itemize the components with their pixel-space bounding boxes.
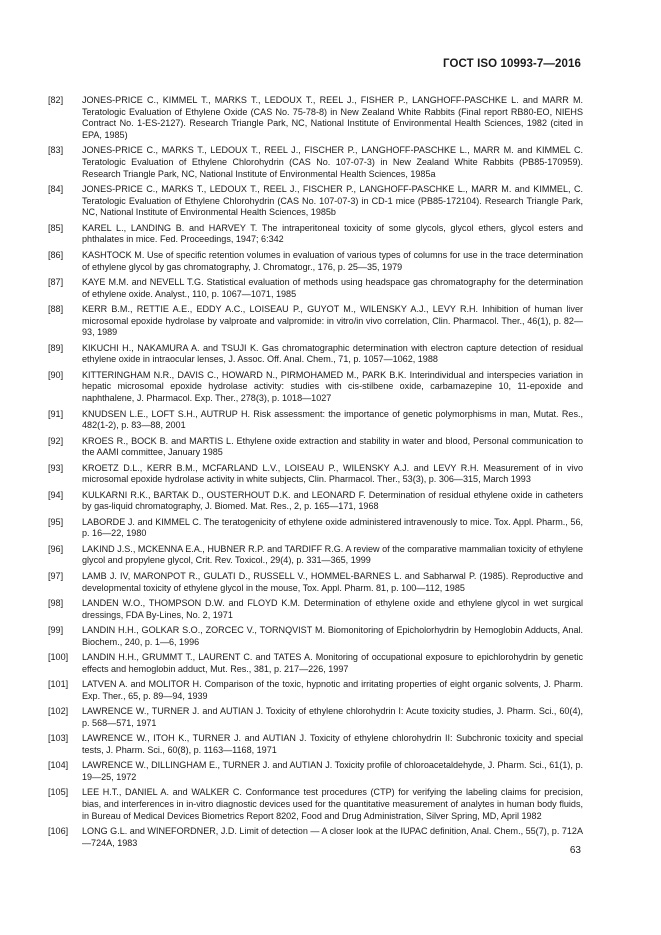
reference-number: [97] (48, 570, 64, 581)
reference-item (48, 409, 583, 432)
reference-item (48, 679, 583, 702)
reference-item (48, 652, 583, 675)
reference-number: [91] (48, 408, 64, 419)
reference-text: KAYE M.M. and NEVELL T.G. Statistical evaluation of methods using headspace gas chromatography for the determination of ethylene oxide. Analyst., 110, p. 1067—1071, 1985 (82, 276, 583, 299)
reference-text: KERR B.M., RETTIE A.E., EDDY A.C., LOISEAU P., GUYOT M., WILENSKY A.J., LEVY R.H. Inhibition of human liver microsomal epoxide hydrolase by valproate and valpromide: in vitro/in vivo correlation, Clin. Pharmacol. Ther., 46(1), p. 82—93, 1989 (82, 304, 583, 338)
reference-text: LANDEN W.O., THOMPSON D.W. and FLOYD K.M. Determination of ethylene oxide and ethylene glycol in wet surgical dressings, FDA By-Lines, No. 2, 1971 (82, 597, 583, 620)
reference-item (48, 571, 583, 594)
reference-text: LAKIND J.S., MCKENNA E.A., HUBNER R.P. and TARDIFF R.G. A review of the comparative mammalian toxicity of ethylene glycol and propylene glycol, Crit. Rev. Toxicol., 29(4), p. 331—365, 1999 (82, 543, 583, 566)
reference-item (48, 436, 583, 459)
reference-text: KIKUCHI H., NAKAMURA A. and TSUJI K. Gas chromatographic determination with electron capture detection of residual ethylene oxide in intraocular lenses, J. Assoc. Off. Anal. Chem., 71, p. 1057—1062, 1988 (82, 342, 583, 365)
reference-text: LAWRENCE W., TURNER J. and AUTIAN J. Toxicity of ethylene chlorohydrin I: Acute toxicity studies, J. Pharm. Sci., 60(4), p. 568—571, 1971 (82, 706, 583, 728)
reference-number: [87] (48, 276, 64, 287)
reference-text: KNUDSEN L.E., LOFT S.H., AUTRUP H. Risk assessment: the importance of genetic polymorphisms in man, Mutat. Res., 482(1-2), p. 83—88, 2001 (82, 408, 583, 431)
reference-number: [98] (48, 597, 64, 608)
reference-number: [104] (48, 760, 69, 771)
reference-text: JONES-PRICE C., MARKS T., LEDOUX T., REEL J., FISCHER P., LANGHOFF-PASCHKE L., MARR M. and KIMMEL, C. Teratologic Evaluation of Ethylene Chlorohydrin (CAS No. 107-07-3) in CD-1 mice (PB85-172104). Research Triangle Park, NC, National Institute of Environmental Health Sciences, 1985b (82, 184, 583, 218)
reference-item (48, 277, 583, 300)
reference-item (48, 706, 583, 729)
reference-text: LAWRENCE W., ITOH K., TURNER J. and AUTIAN J. Toxicity of ethylene chlorohydrin II: Subchronic toxicity and special tests, J. Pharm. Sci., 60(8), p. 1163—1168, 1971 (82, 733, 583, 755)
reference-number: [99] (48, 625, 64, 635)
reference-number: [94] (48, 489, 64, 500)
reference-number: [96] (48, 543, 64, 554)
reference-item (48, 463, 583, 486)
reference-item (48, 490, 583, 513)
reference-number: [85] (48, 222, 64, 233)
reference-number: [84] (48, 184, 64, 195)
reference-item (48, 145, 583, 180)
reference-list (48, 95, 583, 853)
reference-text: LABORDE J. and KIMMEL C. The teratogenicity of ethylene oxide administered intravenously to mice. Tox. Appl. Pharm., 56, p. 16—22, 1980 (82, 516, 583, 539)
reference-number: [106] (48, 826, 69, 837)
reference-text: LAWRENCE W., DILLINGHAM E., TURNER J. and AUTIAN J. Toxicity profile of chloroacetaldehyde, J. Pharm. Sci., 61(1), p. 19—25, 1972 (82, 760, 583, 782)
reference-text: KROETZ D.L., KERR B.M., MCFARLAND L.V., LOISEAU P., WILENSKY A.J. and LEVY R.H. Measurement of in vivo microsomal epoxide hydrolase activity in white subjects, Clin. Pharmacol. Ther., 53(3), p. 306—315, March 1993 (82, 462, 583, 485)
reference-text: LAMB J. IV, MARONPOT R., GULATI D., RUSSELL V., HOMMEL-BARNES L. and Sabharwal P. (1985). Reproductive and developmental toxicity of ethylene glycol in the mouse, Tox. Appl. Pharm. 81, p. 100—112, 1985 (82, 570, 583, 593)
reference-item (48, 733, 583, 756)
document-header: ГОСТ ISO 10993-7—2016 (443, 58, 581, 70)
reference-number: [100] (48, 652, 69, 663)
reference-item (48, 517, 583, 540)
reference-text: LEE H.T., DANIEL A. and WALKER C. Conformance test procedures (CTP) for verifying the labeling claims for precision, bias, and interferences in in-vitro diagnostic devices used for the quantitative measurement of analytes in human body fluids, in Bureau of Medical Devices Biometrics Report 8202, Food and Drug Administration, Silver Spring, MD, April 1982 (82, 787, 583, 821)
reference-item (48, 370, 583, 405)
reference-text: JONES-PRICE C., KIMMEL T., MARKS T., LEDOUX T., REEL J., FISHER P., LANGHOFF-PASCHKE L. and MARR M. Teratologic Evaluation of Ethylene Oxide (CAS No. 75-78-8) in New Zealand White Rabbits (Final report RB80-EO, NIEHS Contract No. 1-ES-2127). Research Triangle Park, NC, National Institute of Environmental Health Sciences, 1982 (cited in EPA, 1985) (82, 95, 583, 140)
reference-number: [88] (48, 304, 64, 314)
reference-item (48, 184, 583, 219)
reference-text: LANDIN H.H., GRUMMT T., LAURENT C. and TATES A. Monitoring of occupational exposure to epichlorohydrin by genetic effects and hemoglobin adduct, Mut. Res., 381, p. 217—226, 1997 (82, 652, 583, 674)
reference-number: [105] (48, 787, 69, 798)
reference-item (48, 760, 583, 783)
reference-item (48, 95, 583, 142)
reference-text: LONG G.L. and WINEFORDNER, J.D. Limit of detection — A closer look at the IUPAC definition, Anal. Chem., 55(7), p. 712A—724A, 1983 (82, 826, 583, 848)
reference-item (48, 826, 583, 849)
reference-item (48, 223, 583, 246)
reference-text: KULKARNI R.K., BARTAK D., OUSTERHOUT D.K. and LEONARD F. Determination of residual ethylene oxide in catheters by gas-liquid chromatography, J. Biomed. Mat. Res., 2, p. 165—171, 1968 (82, 489, 583, 512)
reference-text: JONES-PRICE C., MARKS T., LEDOUX T., REEL J., FISCHER P., LANGHOFF-PASCHKE L., MARR M. and KIMMEL C. Teratologic Evaluation of Ethylene Chlorohydrin (CAS No. 107-07-3) in New Zealand White Rabbits (PB85-170959). Research Triangle Park, NC, National Institute of Environmental Health Sciences, 1985a (82, 145, 583, 179)
reference-item (48, 544, 583, 567)
reference-number: [86] (48, 249, 64, 260)
reference-text: LATVEN A. and MOLITOR H. Comparison of the toxic, hypnotic and irritating properties of eight organic solvents, J. Pharm. Exp. Ther., 65, p. 89—94, 1939 (82, 679, 583, 701)
reference-text: KROES R., BOCK B. and MARTIS L. Ethylene oxide extraction and stability in water and blood, Personal communication to the AAMI committee, January 1985 (82, 435, 583, 458)
reference-text: KAREL L., LANDING B. and HARVEY T. The intraperitoneal toxicity of some glycols, glycol ethers, glycol esters and phthalates in mice. Fed. Proceedings, 1947; 6:342 (82, 222, 583, 245)
reference-number: [95] (48, 516, 64, 527)
reference-item (48, 343, 583, 366)
reference-number: [102] (48, 706, 69, 717)
reference-item (48, 304, 583, 339)
reference-item (48, 625, 583, 648)
reference-text: KASHTOCK M. Use of specific retention volumes in evaluation of various types of columns for use in the trace determination of ethylene glycol by gas chromatography, J. Chromatogr., 176, p. 25—35, 1979 (82, 249, 583, 272)
reference-item (48, 787, 583, 822)
reference-number: [101] (48, 679, 69, 690)
reference-text: KITTERINGHAM N.R., DAVIS C., HOWARD N., PIRMOHAMED M., PARK B.K. Interindividual and interspecies variation in hepatic microsomal epoxide hydrolase activity: studies with cis-stilbene oxide, carbamazepine 10, 11-epoxide and naphthalene, J. Pharmacol. Exp. Ther., 278(3), p. 1018—1027 (82, 369, 583, 404)
reference-number: [90] (48, 369, 64, 380)
reference-number: [82] (48, 95, 64, 105)
reference-item (48, 250, 583, 273)
reference-number: [83] (48, 145, 64, 156)
reference-number: [89] (48, 342, 64, 353)
reference-text: LANDIN H.H., GOLKAR S.O., ZORCEC V., TORNQVIST M. Biomonitoring of Epicholorhydrin by Hemoglobin Adducts, Anal. Biochem., 240, p. 1—6, 1996 (82, 625, 583, 647)
page-number: 63 (569, 845, 581, 856)
reference-number: [103] (48, 733, 69, 744)
reference-item (48, 598, 583, 621)
reference-number: [93] (48, 462, 64, 473)
reference-number: [92] (48, 435, 64, 446)
